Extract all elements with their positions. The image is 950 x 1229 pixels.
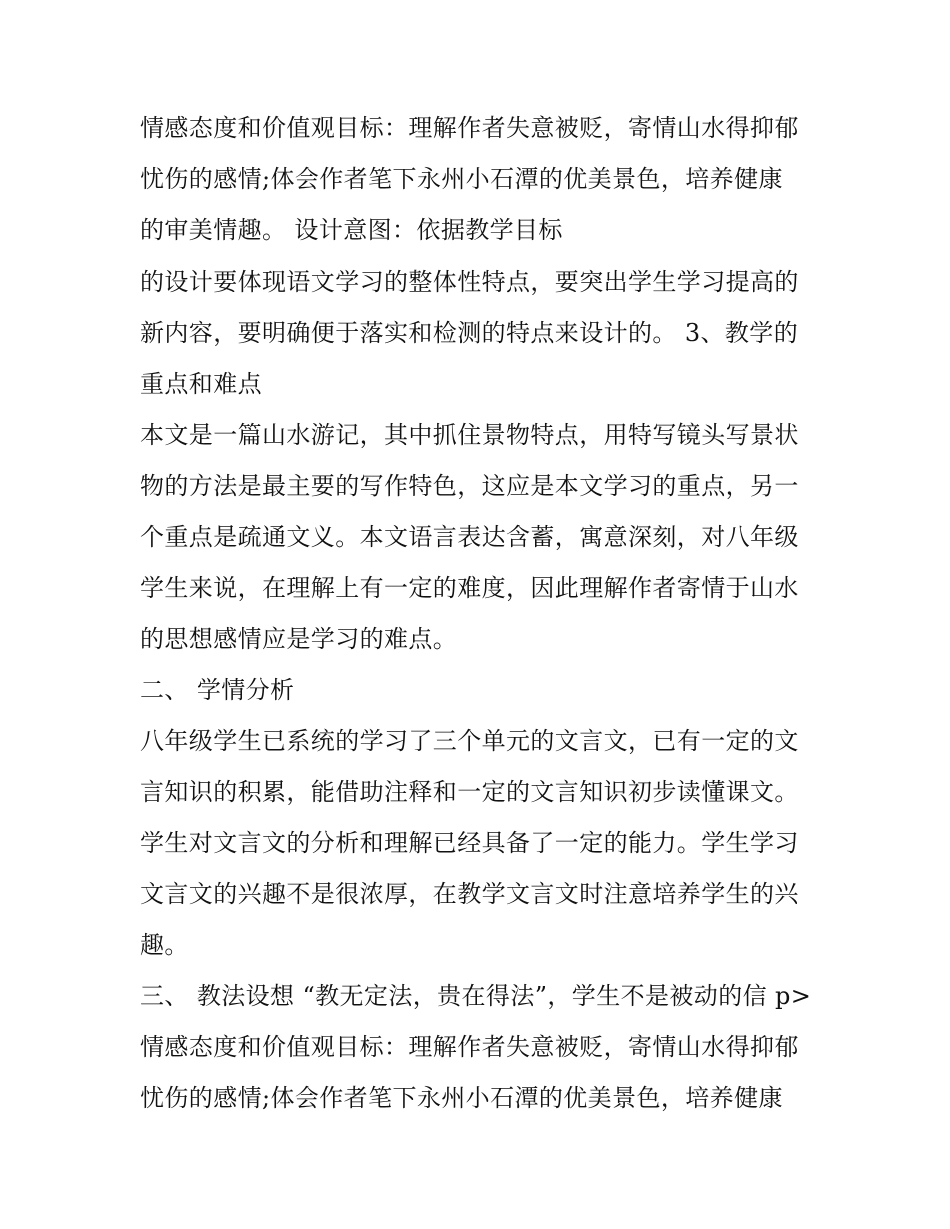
text-line-5: 新内容，要明确便于落实和检测的特点来设计的。 3、教学的 bbox=[140, 319, 799, 347]
text-line-15: 学生对文言文的分析和理解已经具备了一定的能力。学生学习 bbox=[140, 829, 799, 857]
text-line-14: 言知识的积累，能借助注释和一定的文言知识初步读懂课文。 bbox=[140, 778, 799, 806]
text-line-4: 的设计要体现语文学习的整体性特点，要突出学生学习提高的 bbox=[140, 268, 799, 296]
text-line-7: 本文是一篇山水游记，其中抓住景物特点，用特写镜头写景状 bbox=[140, 421, 799, 449]
text-line-13: 八年级学生已系统的学习了三个单元的文言文，已有一定的文 bbox=[140, 727, 799, 755]
text-line-19: 情感态度和价值观目标：理解作者失意被贬，寄情山水得抑郁 bbox=[140, 1033, 799, 1061]
text-line-9: 个重点是疏通文义。本文语言表达含蓄，寓意深刻，对八年级 bbox=[140, 523, 799, 551]
section-heading-3: 三、 教法设想 “教无定法，贵在得法”，学生不是被动的信 p> bbox=[140, 982, 812, 1010]
text-line-11: 的思想感情应是学习的难点。 bbox=[140, 625, 458, 653]
section-heading-2: 二、 学情分析 bbox=[140, 676, 295, 704]
text-line-16: 文言文的兴趣不是很浓厚，在教学文言文时注意培养学生的兴 bbox=[140, 880, 799, 908]
text-line-20: 忧伤的感情;体会作者笔下永州小石潭的优美景色，培养健康 bbox=[140, 1084, 783, 1112]
text-line-1: 情感态度和价值观目标：理解作者失意被贬，寄情山水得抑郁 bbox=[140, 114, 799, 142]
text-line-17: 趣。 bbox=[140, 931, 189, 959]
text-line-3: 的审美情趣。 设计意图：依据教学目标 bbox=[140, 216, 563, 244]
text-line-2: 忧伤的感情;体会作者笔下永州小石潭的优美景色，培养健康 bbox=[140, 165, 783, 193]
text-line-8: 物的方法是最主要的写作特色，这应是本文学习的重点，另一 bbox=[140, 472, 799, 500]
text-line-10: 学生来说，在理解上有一定的难度，因此理解作者寄情于山水 bbox=[140, 574, 799, 602]
text-line-6: 重点和难点 bbox=[140, 370, 262, 398]
